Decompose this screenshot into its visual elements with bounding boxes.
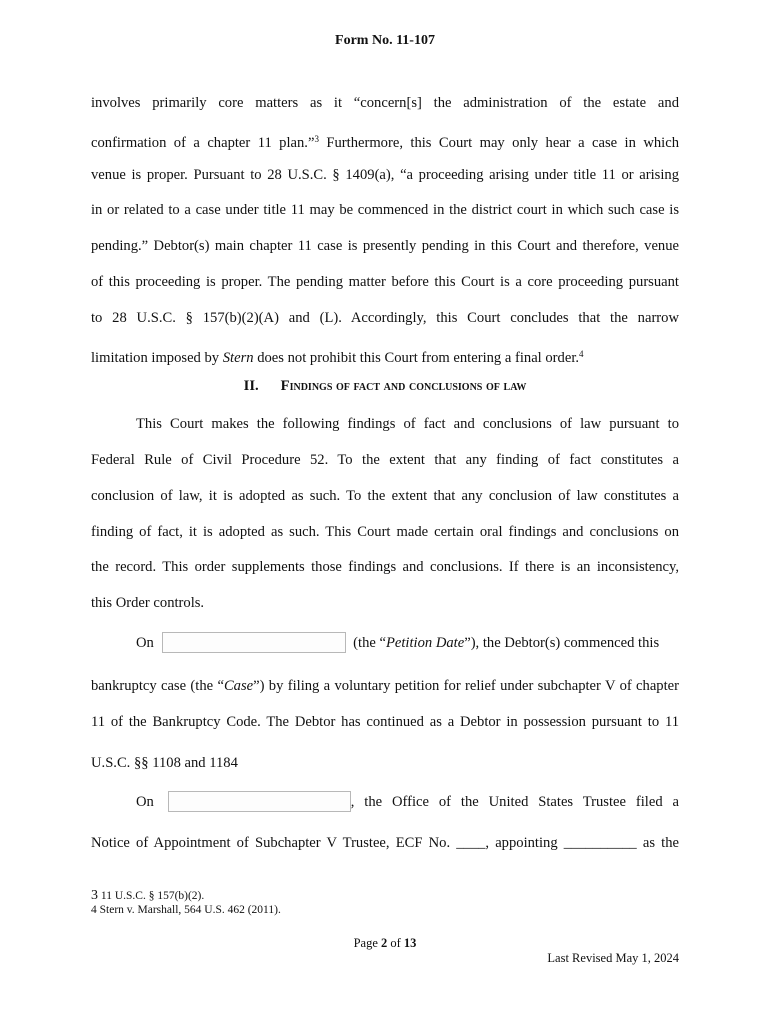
form-number: Form No. 11-107 bbox=[335, 33, 435, 48]
body-line: to 28 U.S.C. § 157(b)(2)(A) and (L). Accordingly, this Court concludes that the narrow bbox=[91, 310, 679, 326]
body-line: On (the “Petition Date”), the Debtor(s) commenced this bbox=[136, 632, 679, 653]
petition-date-field[interactable] bbox=[162, 632, 346, 653]
body-line: venue is proper. Pursuant to 28 U.S.C. § 1409(a), “a proceeding arising under title 11 or arising bbox=[91, 167, 679, 183]
section-title: Findings of fact and conclusions of law bbox=[280, 378, 527, 394]
body-line: the record. This order supplements those findings and conclusions. If there is an inconsistency, bbox=[91, 559, 679, 575]
section-number: II. bbox=[243, 378, 259, 394]
body-line: bankruptcy case (the “Case”) by filing a voluntary petition for relief under subchapter V of chapter bbox=[91, 678, 679, 694]
page-number: Page 2 of 13 bbox=[353, 936, 417, 950]
footnote-3: 3 11 U.S.C. § 157(b)(2). bbox=[91, 888, 205, 903]
body-line: finding of fact, it is adopted as such. This Court made certain oral findings and conclusions on bbox=[91, 524, 679, 540]
body-line: in or related to a case under title 11 may be commenced in the district court in which such case is bbox=[91, 202, 679, 218]
last-revised: Last Revised May 1, 2024 bbox=[547, 951, 679, 965]
footnote-4: 4 Stern v. Marshall, 564 U.S. 462 (2011). bbox=[91, 904, 281, 916]
body-line: conclusion of law, it is adopted as such. To the extent that any conclusion of law constitutes a bbox=[91, 488, 679, 504]
footnote-ref-4[interactable]: 4 bbox=[579, 349, 584, 359]
body-line: involves primarily core matters as it “concern[s] the administration of the estate and bbox=[91, 95, 679, 111]
footnote-ref-3[interactable]: 3 bbox=[314, 134, 319, 144]
body-line: 11 of the Bankruptcy Code. The Debtor has continued as a Debtor in possession pursuant to 11 bbox=[91, 714, 679, 730]
body-line: pending.” Debtor(s) main chapter 11 case is presently pending in this Court and therefore, venue bbox=[91, 238, 679, 254]
body-line: Federal Rule of Civil Procedure 52. To the extent that any finding of fact constitutes a bbox=[91, 452, 679, 468]
body-line: On , the Office of the United States Trustee filed a bbox=[136, 791, 679, 812]
body-line: This Court makes the following findings of fact and conclusions of law pursuant to bbox=[136, 416, 679, 432]
body-line: of this proceeding is proper. The pending matter before this Court is a core proceeding pursuant bbox=[91, 274, 679, 290]
section-heading bbox=[0, 378, 770, 395]
body-line: Notice of Appointment of Subchapter V Trustee, ECF No. ____, appointing __________ as the bbox=[91, 835, 679, 851]
trustee-filing-date-field[interactable] bbox=[168, 791, 351, 812]
body-line: this Order controls. bbox=[91, 595, 205, 611]
body-line: confirmation of a chapter 11 plan.”$^3$ Furthermore, this Court may only hear a case in which bbox=[91, 134, 679, 151]
body-line: limitation imposed by Stern does not prohibit this Court from entering a final order.$^4$ bbox=[91, 349, 584, 366]
body-line: U.S.C. §§ 1108 and 1184 bbox=[91, 755, 238, 771]
